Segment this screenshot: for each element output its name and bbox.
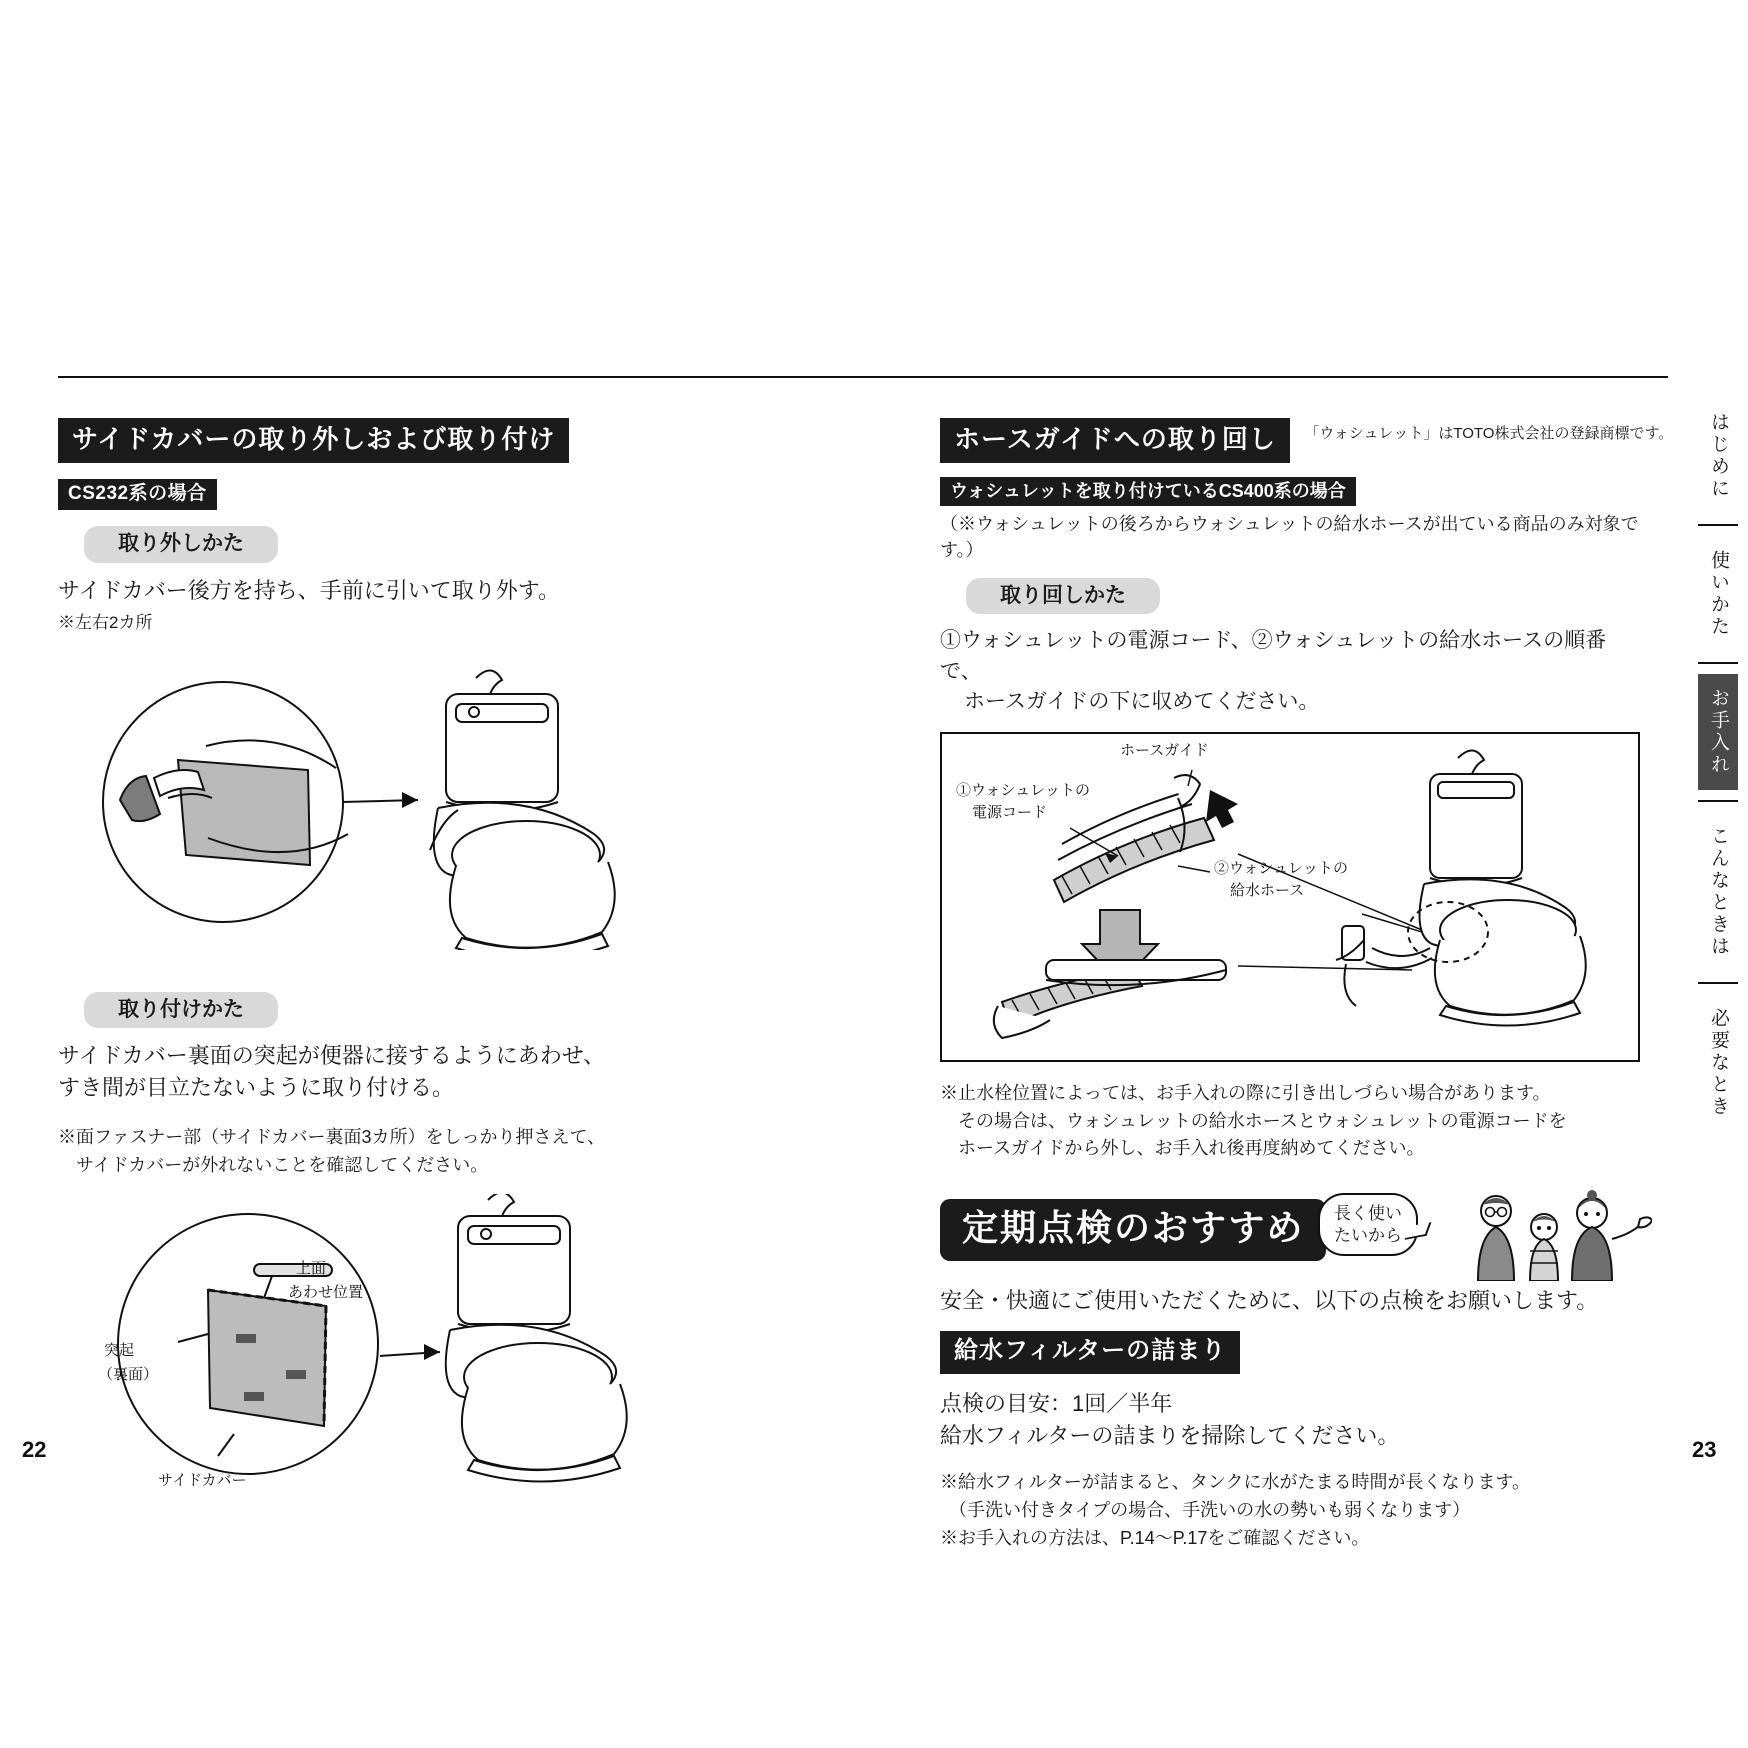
inspection-action: 給水フィルターの詰まりを掃除してください。 — [940, 1422, 1400, 1448]
remove-body: サイドカバー後方を持ち、手前に引いて取り外す。 — [58, 577, 561, 603]
remove-heading: 取り外しかた — [84, 526, 278, 562]
figure-label-power-cord-line2: 電源コード — [972, 803, 1048, 821]
figure-side-cover-attach — [58, 1194, 818, 1514]
speech-bubble — [1318, 1193, 1418, 1256]
attach-body-line2: すき間が目立たないように取り付ける。 — [58, 1074, 455, 1100]
page-number-left: 22 — [22, 1437, 47, 1462]
caution-line1: ※止水栓位置によっては、お手入れの際に引き出しづらい場合があります。 — [940, 1082, 1551, 1103]
figure-label-hose-guide: ホースガイド — [1120, 741, 1209, 759]
figure-label-align-position: あわせ位置 — [288, 1283, 364, 1301]
left-page-content — [58, 418, 818, 1514]
inspection-subtitle: 給水フィルターの詰まり — [940, 1331, 1240, 1373]
model-paren-note: （※ウォシュレットの後ろからウォシュレットの給水ホースが出ている商品のみ対象です。） — [940, 514, 1639, 561]
figure-label-projection: 突起 — [104, 1341, 135, 1359]
attach-heading: 取り付けかた — [84, 992, 278, 1028]
tab-divider — [1698, 524, 1738, 526]
left-section-title: サイドカバーの取り外しおよび取り付け — [58, 418, 569, 463]
inspection-note2: ※お手入れの方法は、P.14〜P.17をご確認ください。 — [940, 1528, 1370, 1549]
figure-label-side-cover: サイドカバー — [158, 1471, 247, 1489]
page-number-right: 23 — [1692, 1437, 1717, 1462]
inspection-lead: 安全・快適にご使用いただくために、以下の点検をお願いします。 — [940, 1288, 1599, 1314]
howto-heading: 取り回しかた — [966, 578, 1160, 614]
right-page-content — [940, 418, 1674, 1553]
howto-line2: ホースガイドの下に収めてください。 — [964, 690, 1320, 714]
figure-label-top-surface: 上面 — [296, 1259, 327, 1277]
inspection-header-row — [940, 1193, 1640, 1279]
side-index-tabs — [1692, 398, 1738, 1132]
howto-line1: ①ウォシュレットの電源コード、②ウォシュレットの給水ホースの順番で、 — [940, 629, 1607, 683]
tab-oteire[interactable]: お手入れ — [1698, 674, 1738, 790]
tab-hajimeni[interactable]: はじめに — [1708, 412, 1729, 500]
figure-side-cover-removal — [58, 650, 818, 950]
top-divider-rule — [58, 376, 1668, 378]
inspection-note1-line1: ※給水フィルターが詰まると、タンクに水がたまる時間が長くなります。 — [940, 1472, 1531, 1493]
family-illustration — [1452, 1189, 1652, 1281]
model-banner: ウォシュレットを取り付けているCS400系の場合 — [940, 477, 1356, 507]
tab-divider — [1698, 982, 1738, 984]
attach-note-line1: ※面ファスナー部（サイドカバー裏面3カ所）をしっかり押さえて、 — [58, 1126, 606, 1147]
caution-line3: ホースガイドから外し、お手入れ後再度納めてください。 — [940, 1138, 1425, 1159]
caution-line2: その場合は、ウォシュレットの給水ホースとウォシュレットの電源コードを — [940, 1110, 1567, 1131]
tab-divider — [1698, 800, 1738, 802]
figure-label-water-hose-line1: ②ウォシュレットの — [1214, 859, 1348, 877]
attach-body-line1: サイドカバー裏面の突起が便器に接するようにあわせ、 — [58, 1043, 606, 1069]
inspection-interval: 点検の目安：1回／半年 — [940, 1390, 1173, 1416]
figure-hose-guide — [940, 732, 1640, 1062]
tab-konnatokiwa[interactable]: こんなときは — [1708, 826, 1729, 958]
figure-label-back-side: （裏面） — [98, 1365, 159, 1383]
bubble-line2: たいから — [1334, 1225, 1402, 1245]
tab-hitsuyounatoki[interactable]: 必要なとき — [1708, 1008, 1729, 1118]
inspection-note1-line2: （手洗い付きタイプの場合、手洗いの水の勢いも弱くなります） — [940, 1500, 1471, 1521]
inspection-title: 定期点検のおすすめ — [940, 1199, 1326, 1261]
figure-label-water-hose-line2: 給水ホース — [1230, 881, 1305, 899]
right-section-title: ホースガイドへの取り回し — [940, 418, 1290, 463]
tab-divider — [1698, 662, 1738, 664]
trademark-note: 「ウォシュレット」はTOTO株式会社の登録商標です。 — [1304, 425, 1674, 442]
remove-note: ※左右2カ所 — [58, 613, 153, 633]
attach-note-line2: サイドカバーが外れないことを確認してください。 — [58, 1154, 489, 1175]
tab-tsukaikata[interactable]: 使いかた — [1708, 550, 1729, 638]
figure-label-power-cord-line1: ①ウォシュレットの — [956, 781, 1090, 799]
left-model-label: CS232系の場合 — [58, 479, 217, 511]
howto-steps — [940, 626, 1640, 717]
bubble-line1: 長く使い — [1334, 1204, 1402, 1224]
